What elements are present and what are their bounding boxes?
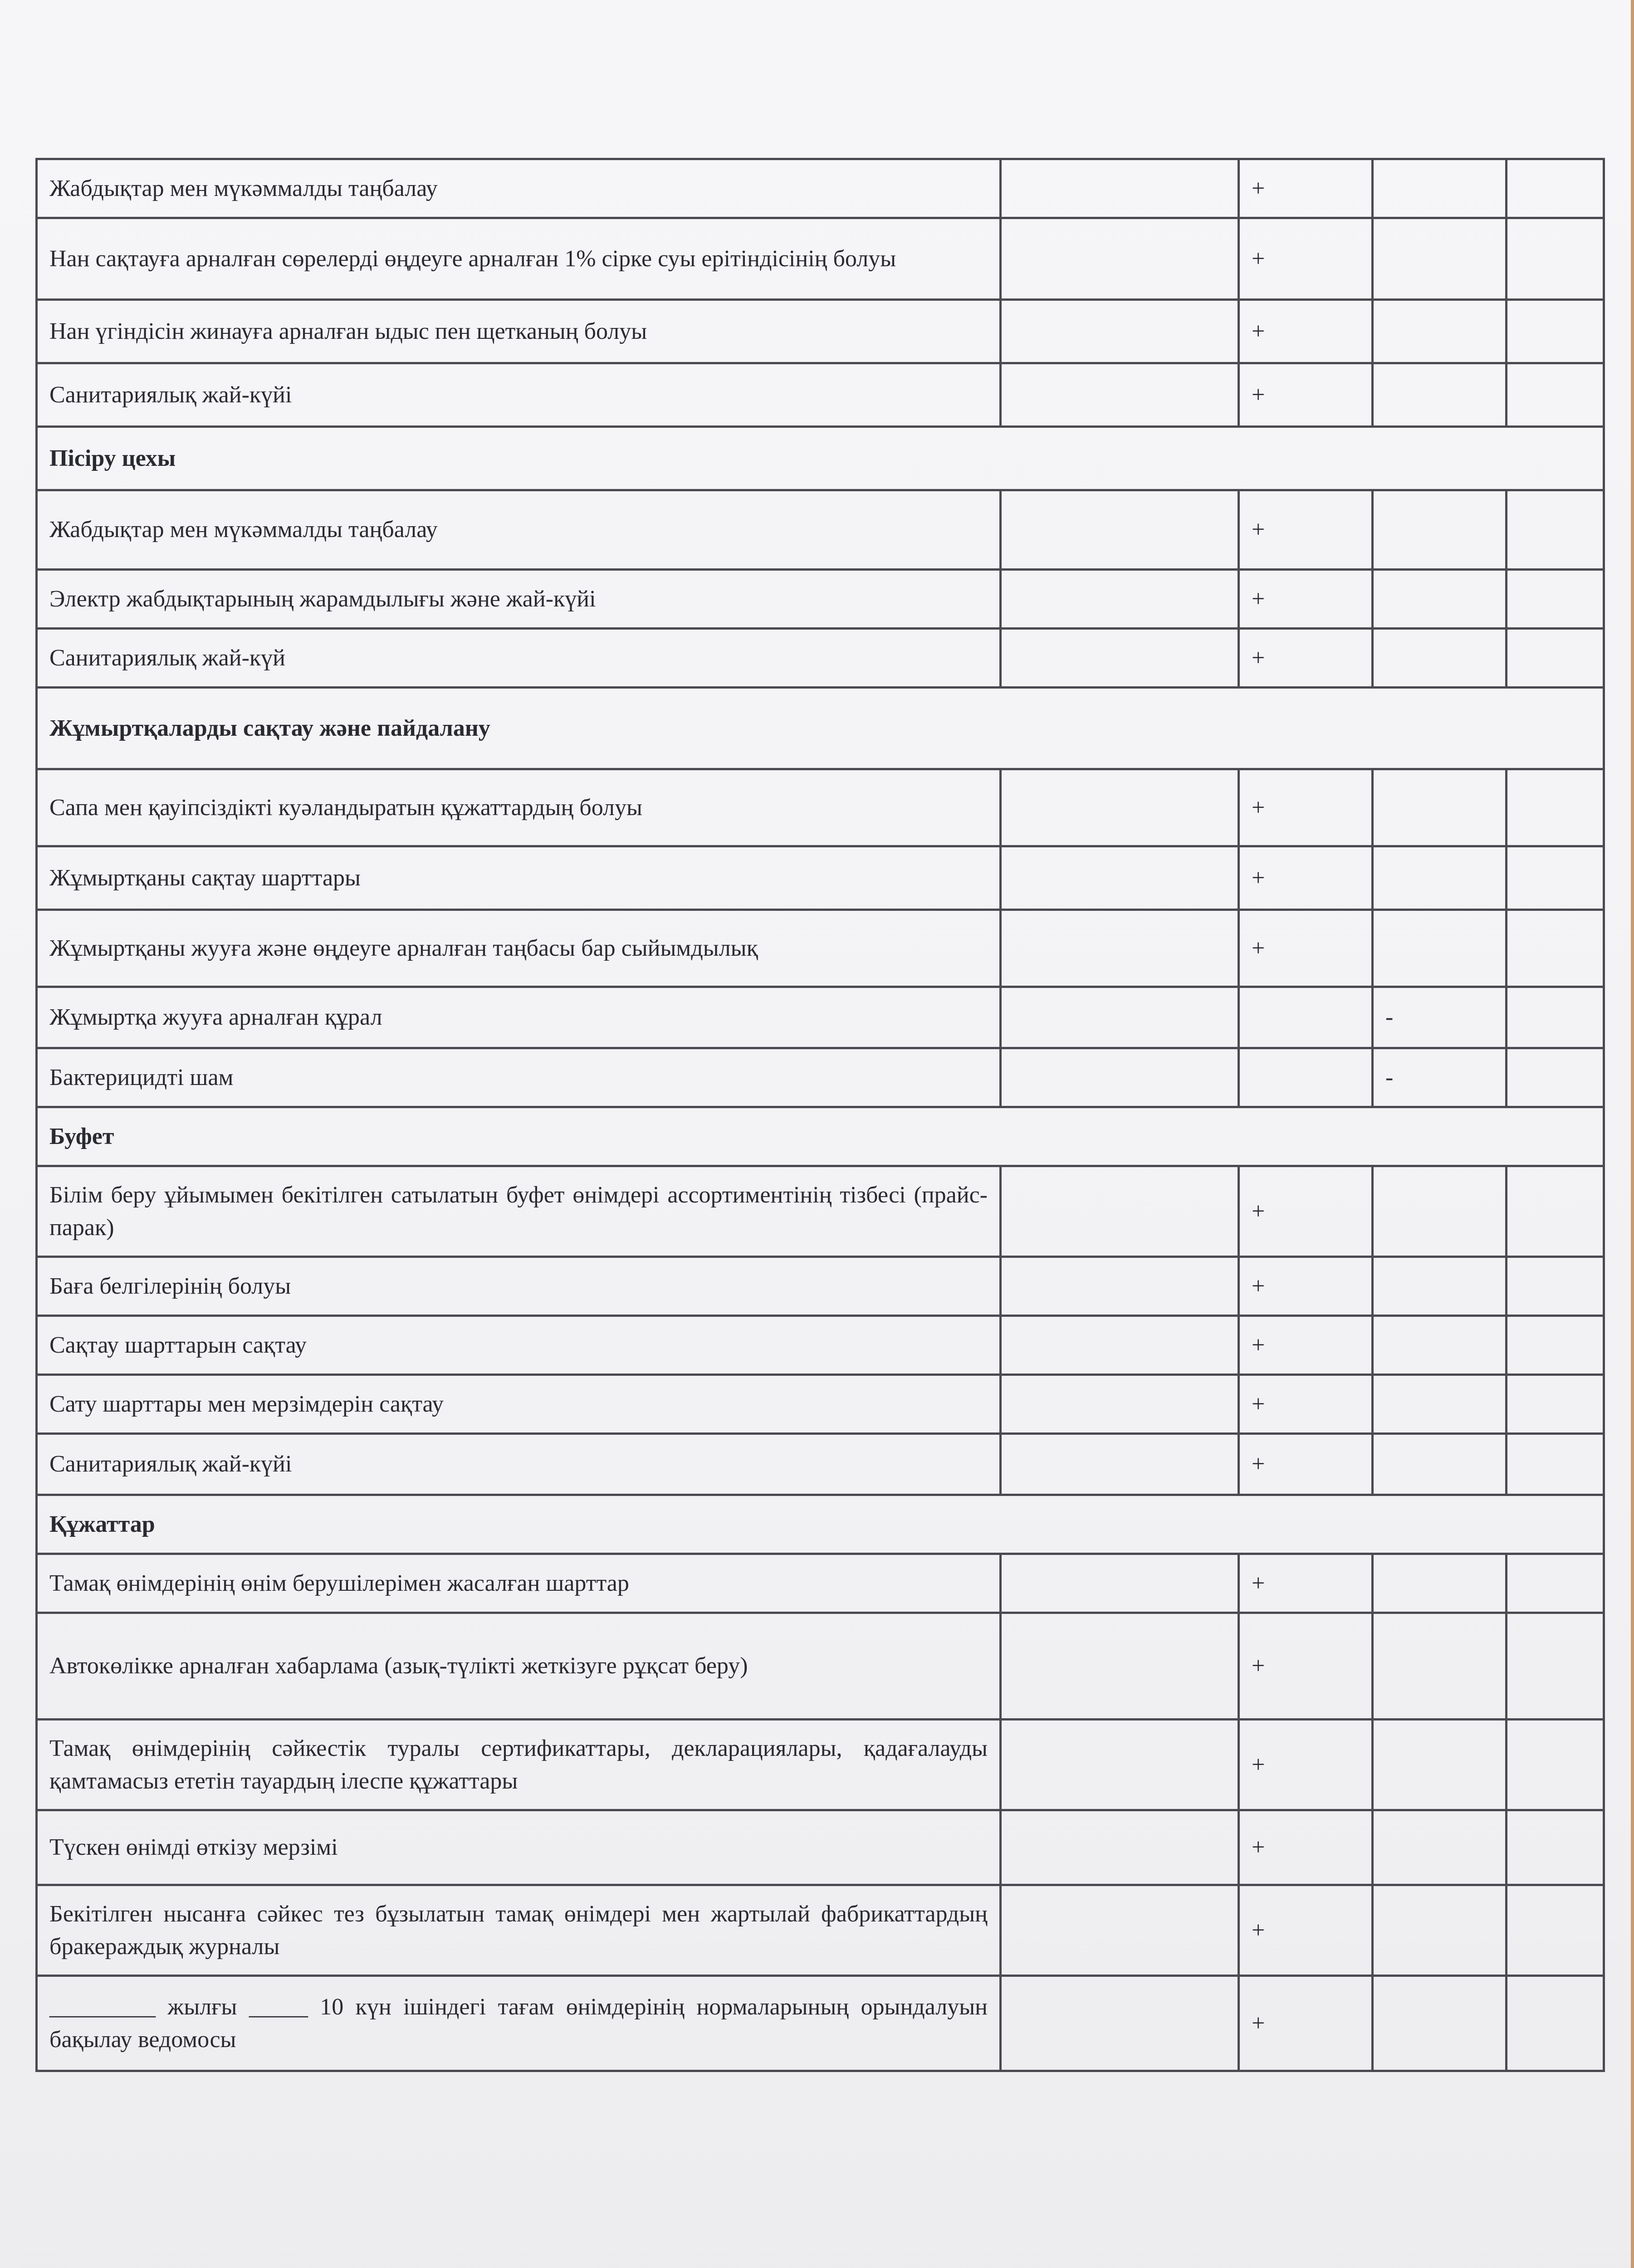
table-row [37, 987, 1604, 1048]
noncompliant-mark: - [1373, 1048, 1507, 1107]
norm-cell [1001, 769, 1239, 846]
noncompliant-mark [1373, 490, 1507, 570]
noncompliant-mark [1373, 570, 1507, 629]
compliant-mark: + [1239, 490, 1373, 570]
norm-cell [1001, 363, 1239, 427]
table-row [37, 1434, 1604, 1495]
compliant-mark: + [1239, 363, 1373, 427]
requirement-text: Жабдықтар мен мүкәммалды таңбалау [37, 490, 1001, 570]
note-cell [1507, 1613, 1604, 1720]
compliant-mark: + [1239, 300, 1373, 363]
table-row [37, 1885, 1604, 1976]
table-row [37, 1316, 1604, 1375]
norm-cell [1001, 1048, 1239, 1107]
section-header-row [37, 1107, 1604, 1166]
requirement-text: Баға белгілерінің болуы [37, 1257, 1001, 1316]
compliant-mark: + [1239, 570, 1373, 629]
noncompliant-mark [1373, 629, 1507, 688]
table-row [37, 570, 1604, 629]
norm-cell [1001, 570, 1239, 629]
note-cell [1507, 1375, 1604, 1434]
table-row [37, 1810, 1604, 1885]
table-row [37, 490, 1604, 570]
noncompliant-mark [1373, 1613, 1507, 1720]
norm-cell [1001, 1257, 1239, 1316]
requirement-text: Бактерицидті шам [37, 1048, 1001, 1107]
norm-cell [1001, 1976, 1239, 2071]
note-cell [1507, 1885, 1604, 1976]
norm-cell [1001, 987, 1239, 1048]
norm-cell [1001, 1613, 1239, 1720]
requirement-text: Санитариялық жай-күйі [37, 1434, 1001, 1495]
compliant-mark: + [1239, 1885, 1373, 1976]
compliant-mark [1239, 1048, 1373, 1107]
compliant-mark: + [1239, 1166, 1373, 1257]
requirement-text: Автокөлікке арналған хабарлама (азық-түлікті жеткізуге рұқсат беру) [37, 1613, 1001, 1720]
note-cell [1507, 987, 1604, 1048]
table-row [37, 769, 1604, 846]
noncompliant-mark [1373, 159, 1507, 218]
norm-cell [1001, 846, 1239, 910]
norm-cell [1001, 1885, 1239, 1976]
noncompliant-mark [1373, 1885, 1507, 1976]
noncompliant-mark [1373, 1166, 1507, 1257]
norm-cell [1001, 1375, 1239, 1434]
requirement-text: Бекітілген нысанға сәйкес тез бұзылатын тамақ өнімдері мен жартылай фабрикаттардың бракераждық журналы [37, 1885, 1001, 1976]
compliant-mark: + [1239, 910, 1373, 987]
note-cell [1507, 769, 1604, 846]
table-row [37, 218, 1604, 300]
table-row [37, 300, 1604, 363]
section-title: Жұмыртқаларды сақтау және пайдалану [37, 688, 1604, 769]
requirement-text: Сату шарттары мен мерзімдерін сақтау [37, 1375, 1001, 1434]
note-cell [1507, 1976, 1604, 2071]
requirement-text: Жұмыртқа жууға арналған құрал [37, 987, 1001, 1048]
noncompliant-mark [1373, 1434, 1507, 1495]
requirement-text: Жабдықтар мен мүкәммалды таңбалау [37, 159, 1001, 218]
requirement-text: _________ жылғы _____ 10 күн ішіндегі тағам өнімдерінің нормаларының орындалуын бақылау ведомосы [37, 1976, 1001, 2071]
noncompliant-mark [1373, 218, 1507, 300]
section-header-row [37, 1495, 1604, 1554]
section-header-row [37, 688, 1604, 769]
noncompliant-mark [1373, 769, 1507, 846]
compliant-mark: + [1239, 1720, 1373, 1810]
note-cell [1507, 1720, 1604, 1810]
noncompliant-mark [1373, 910, 1507, 987]
section-title: Пісіру цехы [37, 427, 1604, 490]
compliant-mark: + [1239, 218, 1373, 300]
note-cell [1507, 846, 1604, 910]
note-cell [1507, 363, 1604, 427]
norm-cell [1001, 1554, 1239, 1613]
norm-cell [1001, 1166, 1239, 1257]
requirement-text: Жұмыртқаны сақтау шарттары [37, 846, 1001, 910]
table-row [37, 629, 1604, 688]
requirement-text: Санитариялық жай-күйі [37, 363, 1001, 427]
norm-cell [1001, 218, 1239, 300]
requirement-text: Түскен өнімді өткізу мерзімі [37, 1810, 1001, 1885]
compliant-mark: + [1239, 1810, 1373, 1885]
norm-cell [1001, 1434, 1239, 1495]
compliant-mark: + [1239, 846, 1373, 910]
noncompliant-mark [1373, 300, 1507, 363]
compliant-mark: + [1239, 769, 1373, 846]
requirement-text: Санитариялық жай-күй [37, 629, 1001, 688]
inspection-checklist-table [35, 158, 1605, 2072]
section-header-row [37, 427, 1604, 490]
requirement-text: Нан сақтауға арналған сөрелерді өңдеуге арналған 1% сірке суы ерітіндісінің болуы [37, 218, 1001, 300]
compliant-mark: + [1239, 159, 1373, 218]
table-row [37, 159, 1604, 218]
noncompliant-mark [1373, 846, 1507, 910]
compliant-mark: + [1239, 1554, 1373, 1613]
norm-cell [1001, 1720, 1239, 1810]
note-cell [1507, 910, 1604, 987]
requirement-text: Сақтау шарттарын сақтау [37, 1316, 1001, 1375]
table-row [37, 1375, 1604, 1434]
compliant-mark [1239, 987, 1373, 1048]
requirement-text: Жұмыртқаны жууға және өңдеуге арналған таңбасы бар сыйымдылық [37, 910, 1001, 987]
compliant-mark: + [1239, 1257, 1373, 1316]
checklist-body [37, 159, 1604, 2071]
note-cell [1507, 300, 1604, 363]
norm-cell [1001, 490, 1239, 570]
compliant-mark: + [1239, 1375, 1373, 1434]
table-row [37, 1554, 1604, 1613]
noncompliant-mark [1373, 1316, 1507, 1375]
requirement-text: Сапа мен қауіпсіздікті куәландыратын құжаттардың болуы [37, 769, 1001, 846]
section-title: Буфет [37, 1107, 1604, 1166]
note-cell [1507, 1554, 1604, 1613]
table-row [37, 1048, 1604, 1107]
note-cell [1507, 570, 1604, 629]
requirement-text: Білім беру ұйымымен бекітілген сатылатын буфет өнімдері ассортиментінің тізбесі (прайс-парак) [37, 1166, 1001, 1257]
noncompliant-mark [1373, 1720, 1507, 1810]
norm-cell [1001, 1316, 1239, 1375]
table-row [37, 1166, 1604, 1257]
note-cell [1507, 1316, 1604, 1375]
requirement-text: Тамақ өнімдерінің сәйкестік туралы сертификаттары, декларациялары, қадағалауды қамтамасыз ететін тауардың ілеспе құжаттары [37, 1720, 1001, 1810]
noncompliant-mark [1373, 1810, 1507, 1885]
note-cell [1507, 1048, 1604, 1107]
note-cell [1507, 1434, 1604, 1495]
noncompliant-mark [1373, 1257, 1507, 1316]
compliant-mark: + [1239, 1976, 1373, 2071]
compliant-mark: + [1239, 1613, 1373, 1720]
compliant-mark: + [1239, 629, 1373, 688]
note-cell [1507, 629, 1604, 688]
compliant-mark: + [1239, 1316, 1373, 1375]
section-title: Құжаттар [37, 1495, 1604, 1554]
requirement-text: Электр жабдықтарының жарамдылығы және жай-күйі [37, 570, 1001, 629]
requirement-text: Нан үгіндісін жинауға арналған ыдыс пен щетканың болуы [37, 300, 1001, 363]
table-row [37, 1257, 1604, 1316]
note-cell [1507, 159, 1604, 218]
noncompliant-mark: - [1373, 987, 1507, 1048]
norm-cell [1001, 629, 1239, 688]
note-cell [1507, 1257, 1604, 1316]
noncompliant-mark [1373, 1554, 1507, 1613]
table-row [37, 846, 1604, 910]
table-row [37, 1976, 1604, 2071]
table-row [37, 1613, 1604, 1720]
note-cell [1507, 218, 1604, 300]
noncompliant-mark [1373, 1976, 1507, 2071]
note-cell [1507, 1810, 1604, 1885]
noncompliant-mark [1373, 1375, 1507, 1434]
norm-cell [1001, 300, 1239, 363]
compliant-mark: + [1239, 1434, 1373, 1495]
table-row [37, 363, 1604, 427]
noncompliant-mark [1373, 363, 1507, 427]
requirement-text: Тамақ өнімдерінің өнім берушілерімен жасалған шарттар [37, 1554, 1001, 1613]
table-row [37, 910, 1604, 987]
note-cell [1507, 490, 1604, 570]
table-row [37, 1720, 1604, 1810]
norm-cell [1001, 159, 1239, 218]
note-cell [1507, 1166, 1604, 1257]
norm-cell [1001, 910, 1239, 987]
norm-cell [1001, 1810, 1239, 1885]
